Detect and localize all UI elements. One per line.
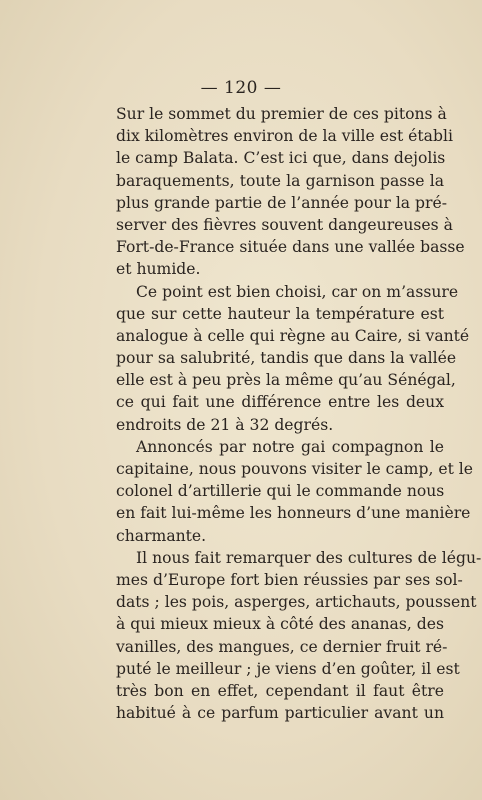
text-line: habitué à ce parfum particulier avant un bbox=[116, 704, 444, 723]
text-line: très bon en effet, cependant il faut être bbox=[116, 681, 444, 700]
text-line: Il nous fait remarquer des cultures de légu- bbox=[136, 548, 482, 567]
text-line: server des fièvres souvent dangeureuses à bbox=[116, 215, 453, 234]
text-line: puté le meilleur ; je viens d’en goûter, il est bbox=[116, 659, 460, 678]
text-line: capitaine, nous pouvons visiter le camp, et le bbox=[116, 460, 474, 478]
text-line: elle est à peu près la même qu’au Sénégal, bbox=[116, 371, 456, 390]
text-line: charmante. bbox=[116, 526, 207, 545]
text-line: et humide. bbox=[116, 260, 201, 279]
text-line: Annoncés par notre gai compagnon le bbox=[136, 437, 444, 456]
text-line: endroits de 21 à 32 degrés. bbox=[116, 415, 334, 434]
text-line: Sur le sommet du premier de ces pitons à bbox=[116, 105, 447, 123]
text-line: Fort-de-France située dans une vallée basse bbox=[116, 238, 465, 257]
text-line: le camp Balata. C’est ici que, dans dejolis bbox=[116, 149, 446, 168]
text-line: ce qui fait une différence entre les deux bbox=[116, 393, 444, 412]
text-line: dats ; les pois, asperges, artichauts, poussent bbox=[116, 593, 477, 612]
text-line: Ce point est bien choisi, car on m’assure bbox=[136, 282, 459, 301]
text-line: colonel d’artillerie qui le commande nous bbox=[116, 482, 445, 501]
body-text bbox=[116, 103, 482, 724]
text-line: pour sa salubrité, tandis que dans la vallée bbox=[116, 349, 457, 368]
text-line: à qui mieux mieux à côté des ananas, des bbox=[116, 615, 444, 634]
text-line: en fait lui-même les honneurs d’une manière bbox=[116, 504, 471, 523]
text-line: mes d’Europe fort bien réussies par ses sol- bbox=[116, 570, 463, 589]
text-line: que sur cette hauteur la température est bbox=[116, 304, 444, 323]
page-number: — 120 — bbox=[200, 78, 282, 98]
text-line: vanilles, des mangues, ce dernier fruit ré- bbox=[116, 637, 448, 656]
text-line: plus grande partie de l’année pour la pré- bbox=[116, 193, 447, 212]
text-line: analogue à celle qui règne au Caire, si vanté bbox=[116, 326, 470, 345]
text-line: dix kilomètres environ de la ville est établi bbox=[116, 127, 453, 146]
text-line: baraquements, toute la garnison passe la bbox=[116, 171, 444, 190]
